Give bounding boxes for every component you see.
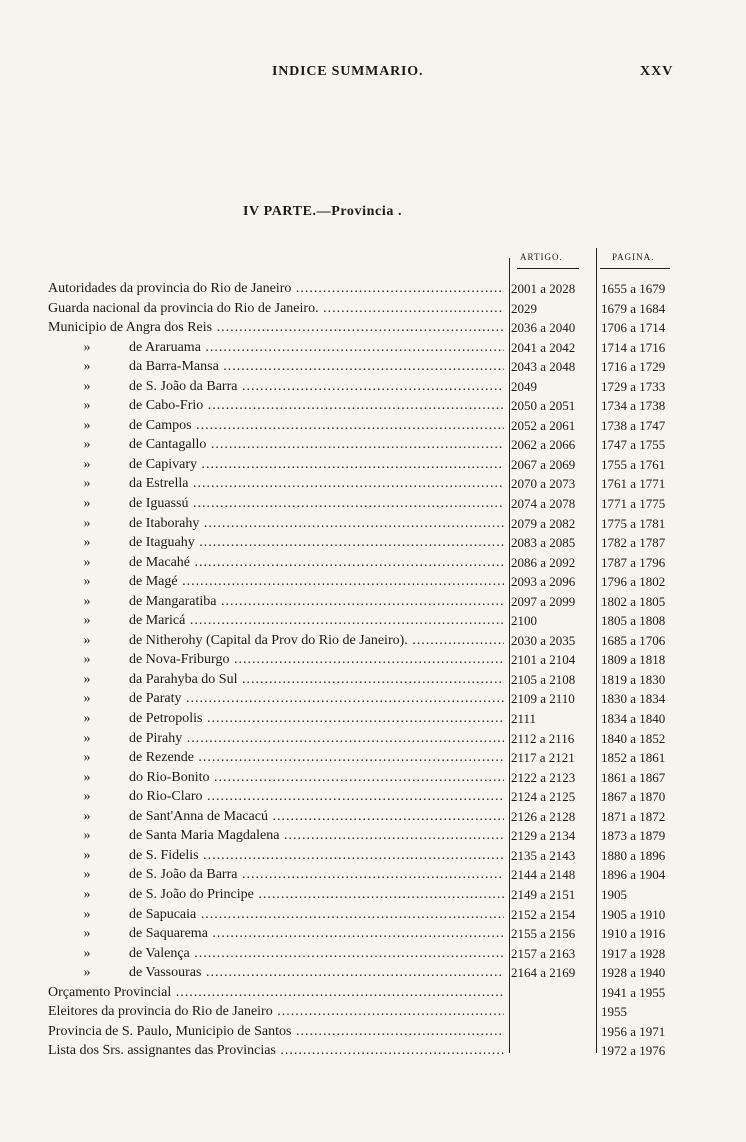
entry-artigo: 2083 a 2085	[511, 535, 576, 551]
entry-artigo: 2112 a 2116	[511, 730, 575, 746]
entry-label-cell	[48, 885, 504, 905]
ditto-mark: »	[83, 535, 91, 551]
entry-pagina: 1761 a 1771	[601, 476, 666, 492]
index-row	[0, 279, 746, 299]
entry-artigo: 2149 a 2151	[511, 886, 576, 902]
entry-label: de Maricá .....	[48, 613, 504, 628]
ditto-mark: »	[83, 711, 91, 727]
entry-artigo: 2043 a 2048	[511, 359, 576, 375]
index-row	[0, 553, 746, 573]
entry-artigo: 2062 a 2066	[511, 437, 576, 453]
entry-label-cell	[48, 299, 504, 319]
entry-label: da Parahyba do Sul .....	[48, 672, 504, 687]
entry-artigo: 2079 a 2082	[511, 515, 576, 531]
entry-pagina: 1805 a 1808	[601, 613, 666, 629]
ditto-mark: »	[83, 769, 91, 785]
entry-artigo: 2109 a 2110	[511, 691, 575, 707]
column-rule-pagina	[600, 268, 670, 269]
ditto-mark: »	[83, 339, 91, 355]
index-row	[0, 650, 746, 670]
ditto-mark: »	[83, 515, 91, 531]
entry-artigo: 2152 a 2154	[511, 906, 576, 922]
index-row	[0, 611, 746, 631]
column-header-artigo: ARTIGO.	[520, 252, 563, 262]
entry-pagina: 1655 a 1679	[601, 281, 666, 296]
ditto-mark: »	[83, 808, 91, 824]
index-row	[0, 905, 746, 925]
entry-pagina: 1905	[601, 886, 627, 902]
entry-label: da Barra-Mansa .....	[48, 359, 504, 374]
index-row	[0, 709, 746, 729]
entry-label: de Itaguahy .....	[48, 535, 504, 550]
index-row	[0, 338, 746, 358]
entry-pagina: 1928 a 1940	[601, 965, 666, 981]
entry-pagina: 1834 a 1840	[601, 711, 666, 727]
ditto-mark: »	[83, 359, 91, 375]
entry-label-cell	[48, 318, 504, 338]
entry-artigo: 2029	[511, 300, 537, 316]
index-row	[0, 416, 746, 436]
column-header-pagina: PAGINA.	[612, 252, 655, 262]
entry-label-cell	[48, 474, 504, 494]
entry-label: de Campos .....	[48, 418, 504, 433]
ditto-mark: »	[83, 554, 91, 570]
entry-artigo: 2135 a 2143	[511, 847, 576, 863]
index-row	[0, 318, 746, 338]
entry-label: Provincia de S. Paulo, Municipio de Santos .....	[48, 1024, 504, 1039]
entry-artigo: 2086 a 2092	[511, 554, 576, 570]
entry-label-cell	[48, 748, 504, 768]
index-row	[0, 455, 746, 475]
entry-label-cell	[48, 689, 504, 709]
entry-artigo: 2157 a 2163	[511, 945, 576, 961]
entry-label: de Araruama .....	[48, 340, 504, 355]
entry-pagina: 1917 a 1928	[601, 945, 666, 961]
entry-label-cell	[48, 787, 504, 807]
ditto-mark: »	[83, 965, 91, 981]
index-row	[0, 826, 746, 846]
ditto-mark: »	[83, 632, 91, 648]
entry-label-cell	[48, 670, 504, 690]
entry-label-cell	[48, 396, 504, 416]
index-table	[0, 279, 746, 1061]
entry-label-cell	[48, 846, 504, 866]
entry-artigo: 2070 a 2073	[511, 476, 576, 492]
index-row	[0, 787, 746, 807]
entry-pagina: 1955	[601, 1004, 627, 1020]
entry-label: Eleitores da provincia do Rio de Janeiro .....	[48, 1004, 504, 1019]
column-rule-artigo	[517, 268, 579, 269]
index-row	[0, 983, 746, 1003]
entry-label-cell	[48, 553, 504, 573]
ditto-mark: »	[83, 750, 91, 766]
index-row	[0, 396, 746, 416]
index-row	[0, 1041, 746, 1061]
index-row	[0, 748, 746, 768]
index-row	[0, 729, 746, 749]
entry-label-cell	[48, 768, 504, 788]
entry-label: do Rio-Claro .....	[48, 789, 504, 804]
entry-label-cell	[48, 865, 504, 885]
page-header	[0, 64, 746, 86]
index-row	[0, 299, 746, 319]
index-row	[0, 885, 746, 905]
entry-label-cell	[48, 631, 504, 651]
entry-artigo: 2050 a 2051	[511, 398, 576, 414]
entry-label-cell	[48, 279, 504, 299]
entry-artigo: 2164 a 2169	[511, 965, 576, 981]
entry-label: de Paraty .....	[48, 691, 504, 706]
index-row	[0, 572, 746, 592]
entry-artigo: 2124 a 2125	[511, 789, 576, 805]
entry-label: de Rezende .....	[48, 750, 504, 765]
entry-pagina: 1905 a 1910	[601, 906, 666, 922]
entry-pagina: 1910 a 1916	[601, 926, 666, 942]
index-row	[0, 924, 746, 944]
entry-label: de S. João do Principe .....	[48, 887, 504, 902]
entry-artigo: 2126 a 2128	[511, 808, 576, 824]
entry-pagina: 1747 a 1755	[601, 437, 666, 453]
entry-label-cell	[48, 533, 504, 553]
entry-label-cell	[48, 709, 504, 729]
entry-label: de Sapucaia .....	[48, 907, 504, 922]
entry-label-cell	[48, 729, 504, 749]
entry-artigo: 2122 a 2123	[511, 769, 576, 785]
entry-pagina: 1729 a 1733	[601, 378, 666, 394]
index-row	[0, 1022, 746, 1042]
entry-pagina: 1679 a 1684	[601, 300, 666, 316]
index-row	[0, 768, 746, 788]
index-row	[0, 846, 746, 866]
entry-artigo: 2129 a 2134	[511, 828, 576, 844]
entry-pagina: 1896 a 1904	[601, 867, 666, 883]
ditto-mark: »	[83, 574, 91, 590]
entry-label-cell	[48, 377, 504, 397]
ditto-mark: »	[83, 886, 91, 902]
entry-label: de Sant'Anna de Macacú .....	[48, 809, 504, 824]
entry-label: de Valença .....	[48, 946, 504, 961]
ditto-mark: »	[83, 906, 91, 922]
ditto-mark: »	[83, 691, 91, 707]
entry-label: de S. João da Barra .....	[48, 379, 504, 394]
entry-label: de Macahé .....	[48, 555, 504, 570]
index-row	[0, 865, 746, 885]
entry-label-cell	[48, 650, 504, 670]
entry-label-cell	[48, 1041, 504, 1061]
entry-label-cell	[48, 455, 504, 475]
entry-pagina: 1972 a 1976	[601, 1043, 666, 1059]
entry-pagina: 1714 a 1716	[601, 339, 666, 355]
ditto-mark: »	[83, 847, 91, 863]
entry-label: de Nova-Friburgo .....	[48, 652, 504, 667]
entry-label: de Itaborahy .....	[48, 516, 504, 531]
ditto-mark: »	[83, 593, 91, 609]
entry-label: de S. João da Barra .....	[48, 867, 504, 882]
entry-label-cell	[48, 944, 504, 964]
section-title: IV PARTE.—Provincia .	[243, 204, 403, 219]
index-row	[0, 377, 746, 397]
entry-pagina: 1873 a 1879	[601, 828, 666, 844]
entry-artigo: 2093 a 2096	[511, 574, 576, 590]
entry-pagina: 1775 a 1781	[601, 515, 666, 531]
entry-pagina: 1861 a 1867	[601, 769, 666, 785]
column-headers	[0, 250, 746, 264]
entry-label: de Pirahy .....	[48, 731, 504, 746]
ditto-mark: »	[83, 730, 91, 746]
entry-label: de S. Fidelis .....	[48, 848, 504, 863]
entry-label-cell	[48, 514, 504, 534]
entry-pagina: 1716 a 1729	[601, 359, 666, 375]
entry-label: Orçamento Provincial .....	[48, 985, 504, 1000]
entry-label-cell	[48, 963, 504, 983]
entry-label: Municipio de Angra dos Reis .....	[48, 320, 504, 335]
index-row	[0, 631, 746, 651]
entry-label: de Petropolis .....	[48, 711, 504, 726]
index-row	[0, 494, 746, 514]
index-row	[0, 357, 746, 377]
index-row	[0, 592, 746, 612]
entry-pagina: 1867 a 1870	[601, 789, 666, 805]
entry-pagina: 1734 a 1738	[601, 398, 666, 414]
entry-pagina: 1771 a 1775	[601, 496, 666, 512]
page-number: XXV	[640, 64, 674, 79]
entry-pagina: 1819 a 1830	[601, 671, 666, 687]
entry-pagina: 1738 a 1747	[601, 417, 666, 433]
entry-label-cell	[48, 905, 504, 925]
entry-artigo: 2105 a 2108	[511, 671, 576, 687]
entry-artigo: 2036 a 2040	[511, 320, 576, 336]
entry-label-cell	[48, 494, 504, 514]
index-row	[0, 807, 746, 827]
ditto-mark: »	[83, 378, 91, 394]
entry-label: de Cantagallo .....	[48, 437, 504, 452]
entry-artigo: 2052 a 2061	[511, 417, 576, 433]
entry-artigo: 2041 a 2042	[511, 339, 576, 355]
entry-label: de Santa Maria Magdalena .....	[48, 828, 504, 843]
index-row	[0, 533, 746, 553]
entry-artigo: 2001 a 2028	[511, 281, 576, 296]
entry-label: de Cabo-Frio .....	[48, 398, 504, 413]
ditto-mark: »	[83, 398, 91, 414]
ditto-mark: »	[83, 789, 91, 805]
entry-pagina: 1840 a 1852	[601, 730, 666, 746]
entry-label-cell	[48, 1002, 504, 1022]
entry-artigo: 2030 a 2035	[511, 632, 576, 648]
entry-label: Autoridades da provincia do Rio de Janeiro .....	[48, 281, 504, 296]
index-row	[0, 944, 746, 964]
entry-label: de Capivary .....	[48, 457, 504, 472]
entry-artigo: 2101 a 2104	[511, 652, 576, 668]
entry-label-cell	[48, 807, 504, 827]
entry-pagina: 1706 a 1714	[601, 320, 666, 336]
index-row	[0, 435, 746, 455]
entry-label: da Estrella .....	[48, 476, 504, 491]
ditto-mark: »	[83, 456, 91, 472]
entry-pagina: 1685 a 1706	[601, 632, 666, 648]
ditto-mark: »	[83, 945, 91, 961]
entry-label-cell	[48, 416, 504, 436]
ditto-mark: »	[83, 417, 91, 433]
entry-pagina: 1830 a 1834	[601, 691, 666, 707]
entry-artigo: 2074 a 2078	[511, 496, 576, 512]
ditto-mark: »	[83, 496, 91, 512]
entry-label: de Mangaratiba .....	[48, 594, 504, 609]
index-row	[0, 689, 746, 709]
entry-pagina: 1796 a 1802	[601, 574, 666, 590]
entry-label: de Nitherohy (Capital da Prov do Rio de Janeiro). .....	[48, 633, 504, 648]
entry-artigo: 2117 a 2121	[511, 750, 575, 766]
entry-label-cell	[48, 983, 504, 1003]
entry-label-cell	[48, 338, 504, 358]
entry-label-cell	[48, 357, 504, 377]
entry-label-cell	[48, 924, 504, 944]
ditto-mark: »	[83, 828, 91, 844]
entry-label: de Iguassú .....	[48, 496, 504, 511]
ditto-mark: »	[83, 476, 91, 492]
entry-artigo: 2155 a 2156	[511, 926, 576, 942]
entry-artigo: 2100	[511, 613, 537, 629]
entry-label: Guarda nacional da provincia do Rio de Janeiro. .....	[48, 301, 504, 316]
entry-label: do Rio-Bonito .....	[48, 770, 504, 785]
entry-label-cell	[48, 1022, 504, 1042]
entry-pagina: 1809 a 1818	[601, 652, 666, 668]
ditto-mark: »	[83, 926, 91, 942]
entry-artigo: 2111	[511, 711, 537, 727]
ditto-mark: »	[83, 867, 91, 883]
page-title: INDICE SUMMARIO.	[272, 64, 424, 79]
ditto-mark: »	[83, 652, 91, 668]
ditto-mark: »	[83, 613, 91, 629]
entry-pagina: 1871 a 1872	[601, 808, 666, 824]
index-row	[0, 963, 746, 983]
entry-label: de Magé .....	[48, 574, 504, 589]
index-row	[0, 1002, 746, 1022]
entry-pagina: 1755 a 1761	[601, 456, 666, 472]
entry-label-cell	[48, 572, 504, 592]
entry-pagina: 1956 a 1971	[601, 1023, 666, 1039]
entry-label-cell	[48, 611, 504, 631]
entry-artigo: 2144 a 2148	[511, 867, 576, 883]
entry-pagina: 1802 a 1805	[601, 593, 666, 609]
entry-pagina: 1787 a 1796	[601, 554, 666, 570]
entry-pagina: 1852 a 1861	[601, 750, 666, 766]
index-row	[0, 514, 746, 534]
entry-label: de Saquarema .....	[48, 926, 504, 941]
entry-pagina: 1941 a 1955	[601, 984, 666, 1000]
entry-artigo: 2097 a 2099	[511, 593, 576, 609]
entry-artigo: 2067 a 2069	[511, 456, 576, 472]
entry-label-cell	[48, 826, 504, 846]
entry-pagina: 1782 a 1787	[601, 535, 666, 551]
entry-pagina: 1880 a 1896	[601, 847, 666, 863]
ditto-mark: »	[83, 671, 91, 687]
ditto-mark: »	[83, 437, 91, 453]
entry-label: Lista dos Srs. assignantes das Provincias .....	[48, 1043, 504, 1058]
entry-label-cell	[48, 435, 504, 455]
index-row	[0, 670, 746, 690]
index-row	[0, 474, 746, 494]
entry-artigo: 2049	[511, 378, 537, 394]
entry-label: de Vassouras .....	[48, 965, 504, 980]
entry-label-cell	[48, 592, 504, 612]
